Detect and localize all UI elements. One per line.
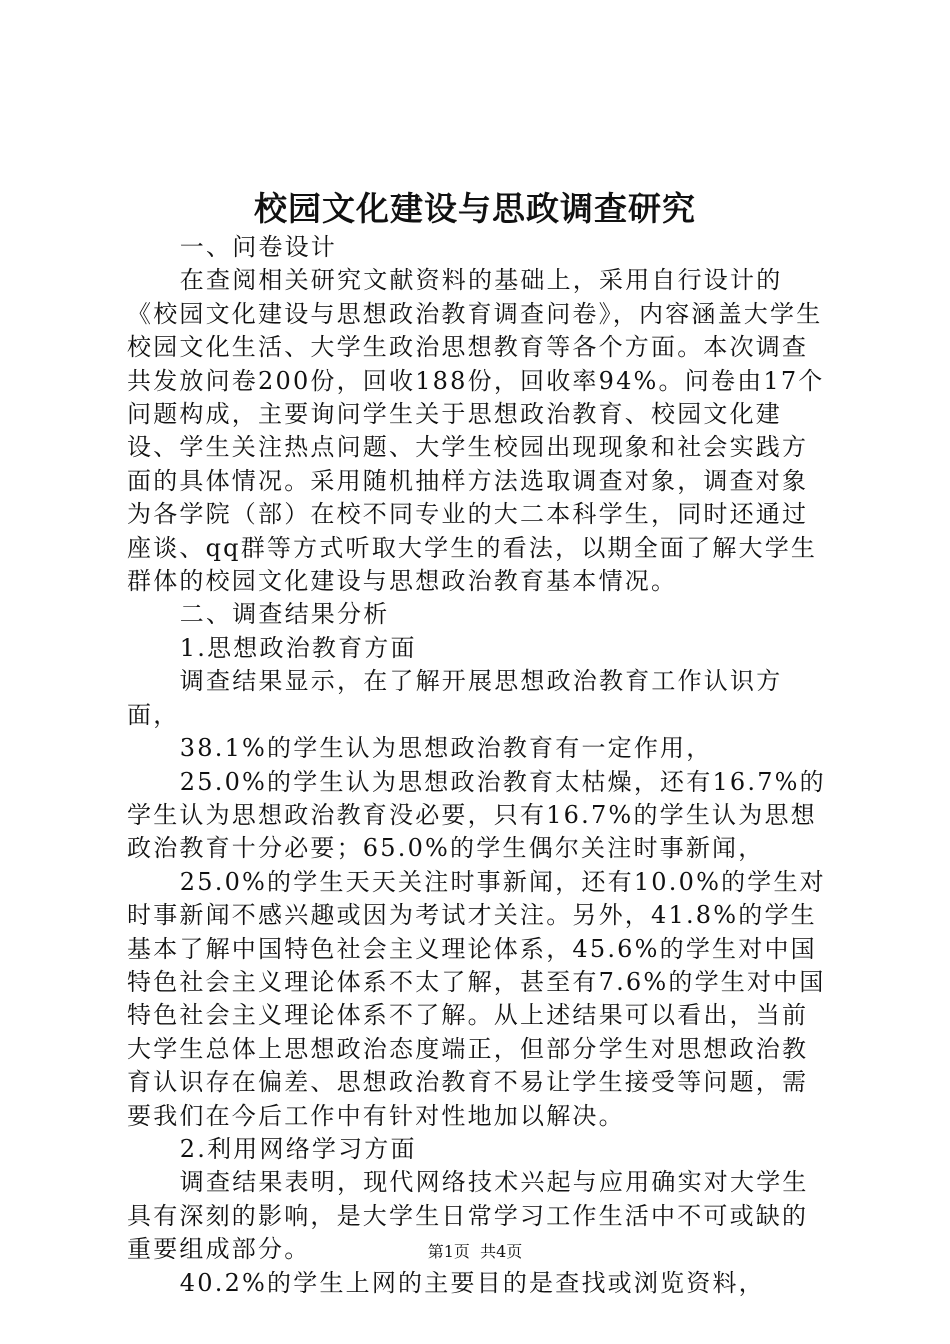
paragraph: 25.0%的学生天天关注时事新闻，还有10.0%的学生对时事新闻不感兴趣或因为考试才关注。另外，41.8%的学生基本了解中国特色社会主义理论体系，45.6%的学生对中国特色社会主义理论体系不太了解，甚至有7.6%的学生对中国特色社会主义理论体系不了解。从上述结果可以看出，当前大学生总体上思想政治态度端正，但部分学生对思想政治教育认识存在偏差、思想政治教育不易让学生接受等问题，需要我们在今后工作中有针对性地加以解决。 <box>127 867 826 1130</box>
paragraph: 调查结果表明，现代网络技术兴起与应用确实对大学生具有深刻的影响，是大学生日常学习工作生活中不可或缺的重要组成部分。 <box>127 1168 809 1264</box>
page-total: 共4页 <box>480 1242 523 1261</box>
section-heading: 二、调查结果分析 <box>179 600 390 629</box>
subsection-heading: 1.思想政治教育方面 <box>179 633 417 662</box>
paragraph: 在查阅相关研究文献资料的基础上，采用自行设计的《校园文化建设与思想政治教育调查问卷》，内容涵盖大学生校园文化生活、大学生政治思想教育等各个方面。本次调查共发放问卷200份，回收188份，回收率94%。问卷由17个问题构成，主要询问学生关于思想政治教育、校园文化建设、学生关注热点问题、大学生校园出现现象和社会实践方面的具体情况。采用随机抽样方法选取调查对象，调查对象为各学院（部）在校不同专业的大二本科学生，同时还通过座谈、qq群等方式听取大学生的看法，以期全面了解大学生群体的校园文化建设与思想政治教育基本情况。 <box>127 266 825 596</box>
paragraph: 调查结果显示，在了解开展思想政治教育工作认识方面， <box>127 667 783 729</box>
page-number: 第1页 <box>427 1242 470 1261</box>
paragraph: 38.1%的学生认为思想政治教育有一定作用， <box>179 734 713 763</box>
document-title: 校园文化建设与思政调查研究 <box>254 189 696 228</box>
section-heading: 一、问卷设计 <box>179 233 337 261</box>
subsection-heading: 2.利用网络学习方面 <box>179 1134 417 1163</box>
paragraph: 40.2%的学生上网的主要目的是查找或浏览资料， <box>179 1268 765 1297</box>
page-footer <box>0 1240 950 1264</box>
document-body <box>127 231 827 1300</box>
paragraph: 25.0%的学生认为思想政治教育太枯燥，还有16.7%的学生认为思想政治教育没必要，只有16.7%的学生认为思想政治教育十分必要；65.0%的学生偶尔关注时事新闻， <box>127 767 826 863</box>
